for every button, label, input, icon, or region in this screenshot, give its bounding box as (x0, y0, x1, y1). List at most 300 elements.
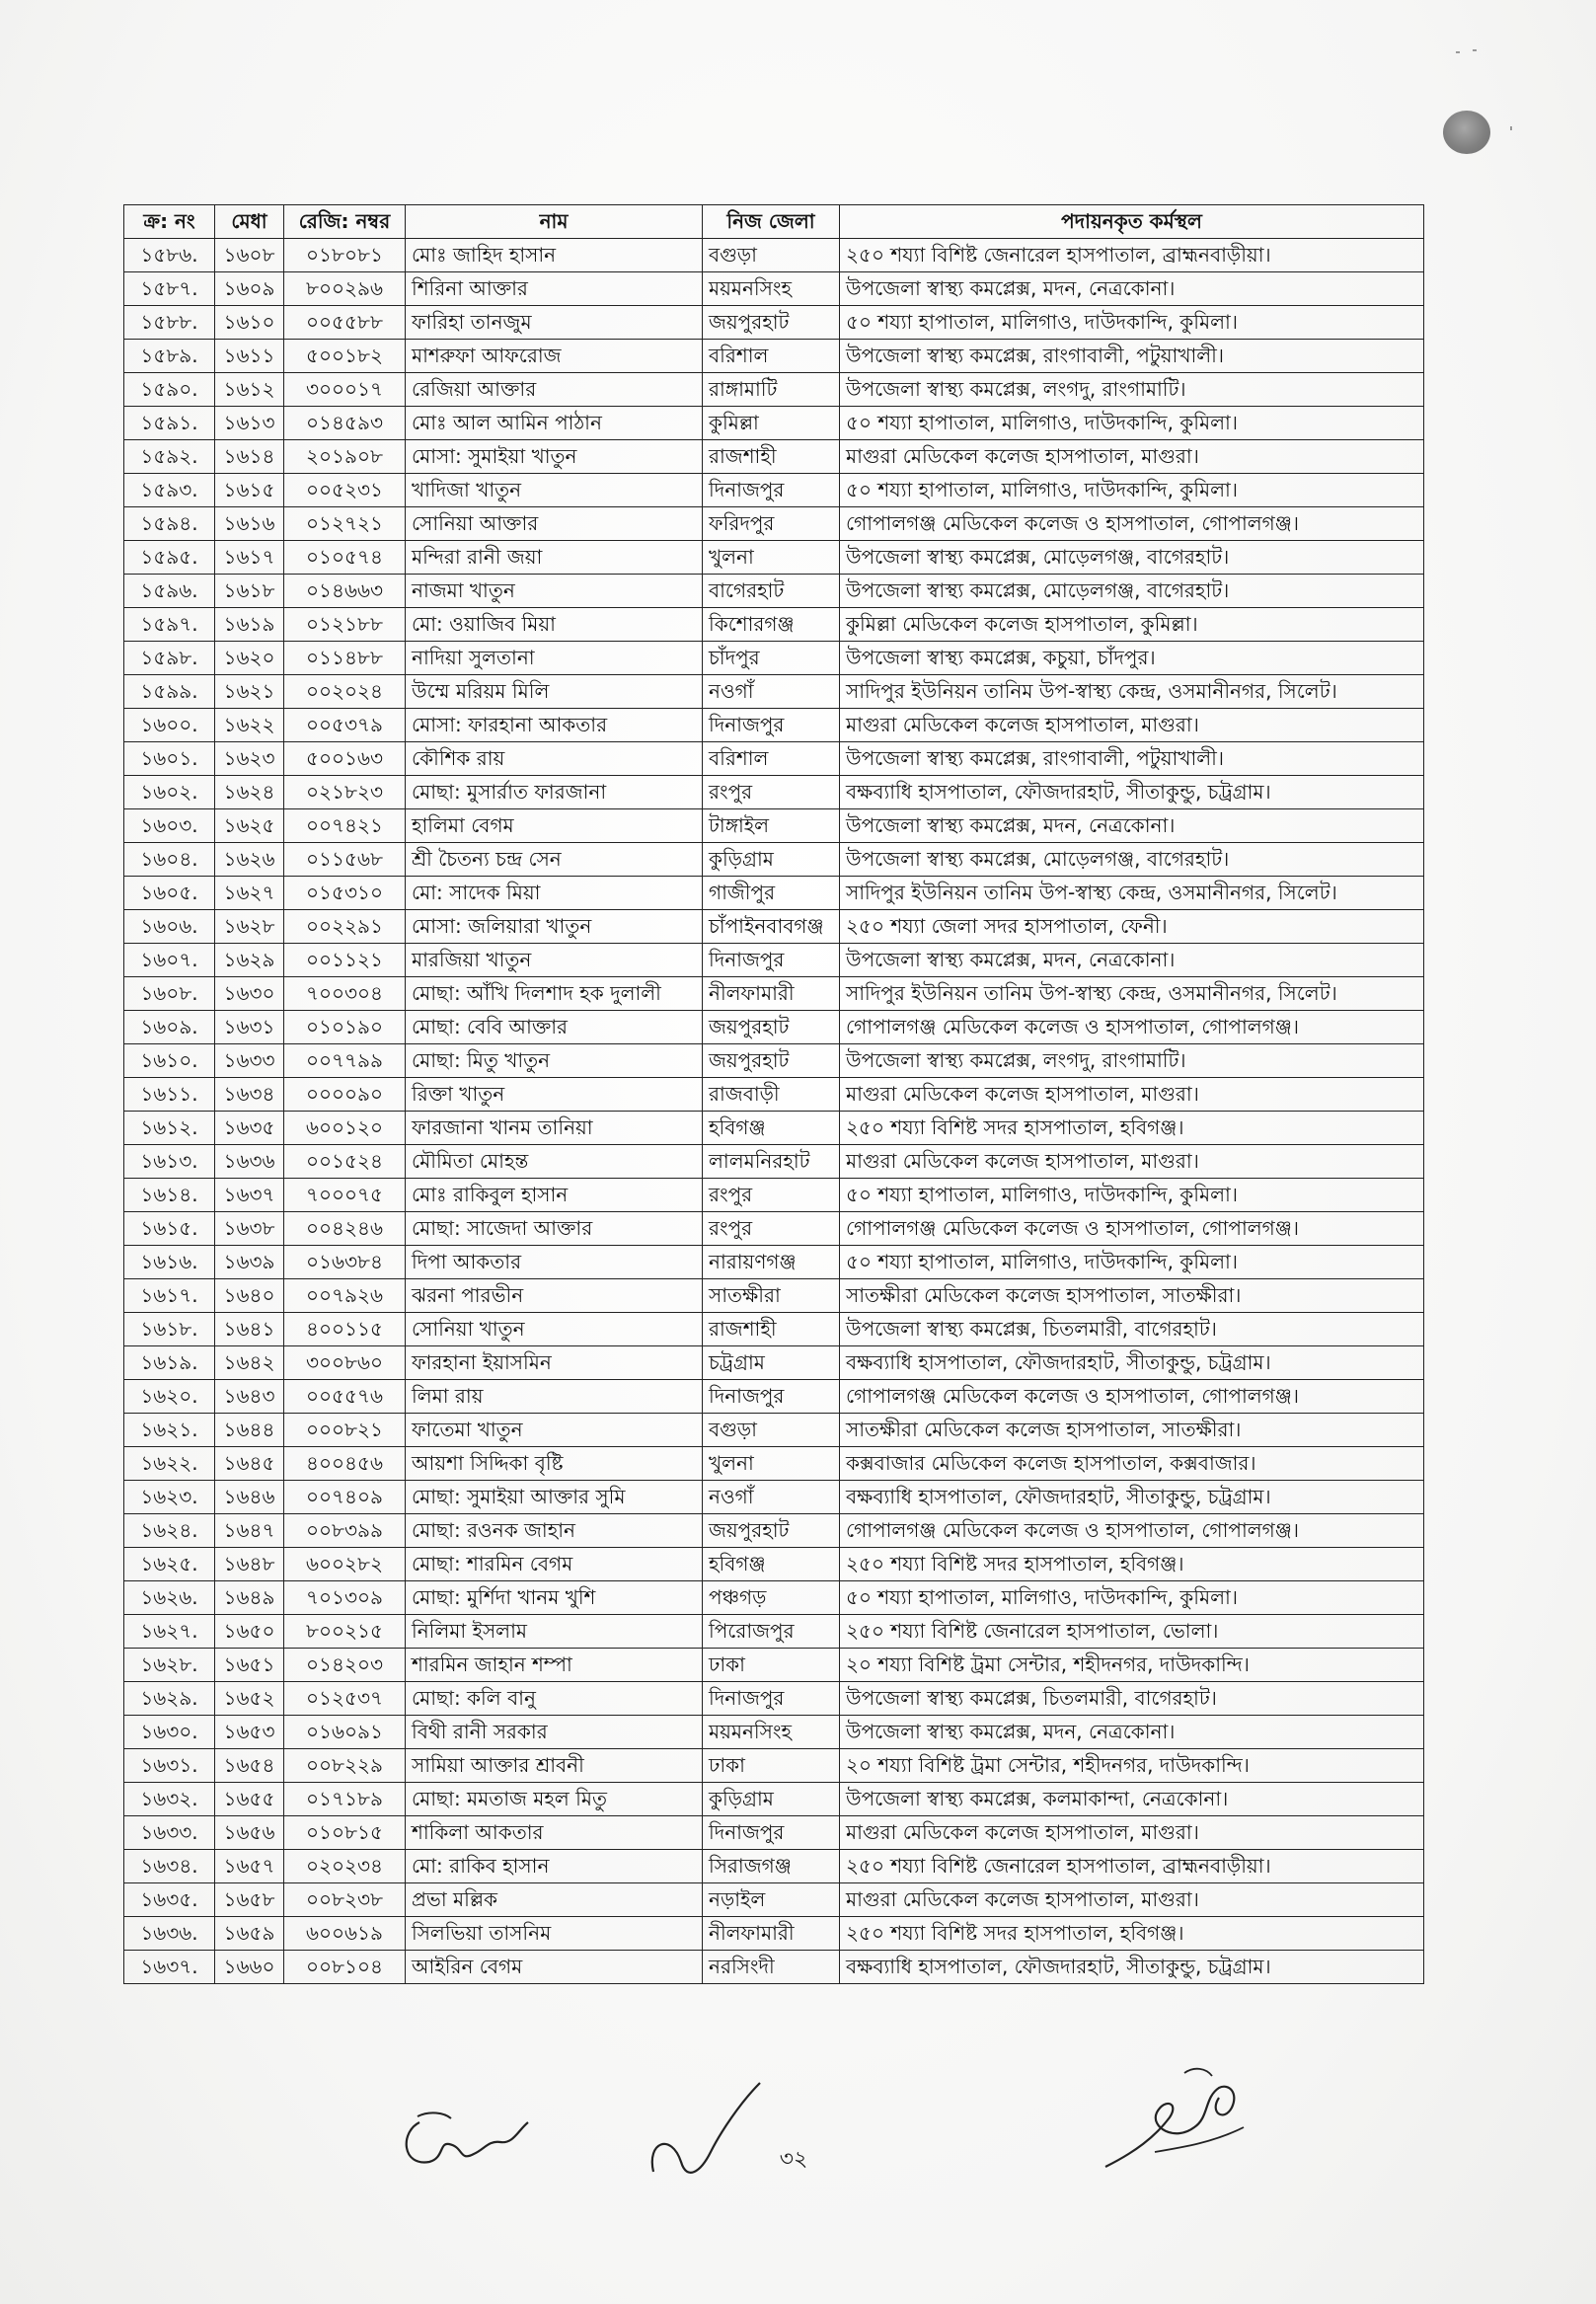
cell-name: ফারহানা ইয়াসমিন (406, 1346, 703, 1380)
table-row (124, 541, 1424, 575)
cell-reg-no: ০১১৪৮৮ (284, 642, 406, 675)
cell-reg-no: ০১০৫৭৪ (284, 541, 406, 575)
cell-name: রিক্তা খাতুন (406, 1078, 703, 1112)
cell-name: মোঃ রাকিবুল হাসান (406, 1179, 703, 1212)
cell-merit: ১৬২৭ (215, 877, 284, 910)
cell-merit: ১৬২২ (215, 709, 284, 742)
table-row (124, 675, 1424, 709)
cell-reg-no: ৫০০১৬৩ (284, 742, 406, 776)
cell-name: মোছা: বেবি আক্তার (406, 1011, 703, 1044)
cell-reg-no: ০১৪৫৯৩ (284, 407, 406, 440)
cell-merit: ১৬১৭ (215, 541, 284, 575)
cell-serial: ১৬২২. (124, 1447, 215, 1481)
cell-serial: ১৬৩৪. (124, 1850, 215, 1883)
cell-home-district: হবিগঞ্জ (703, 1112, 840, 1145)
table-row (124, 373, 1424, 407)
cell-name: মারজিয়া খাতুন (406, 944, 703, 977)
cell-name: কৌশিক রায় (406, 742, 703, 776)
col-header-home-district: নিজ জেলা (703, 205, 840, 239)
cell-name: সামিয়া আক্তার শ্রাবনী (406, 1749, 703, 1783)
cell-workplace: উপজেলা স্বাস্থ্য কমপ্লেক্স, লংগদু, রাংগামাটি। (840, 1044, 1424, 1078)
cell-name: প্রভা মল্লিক (406, 1883, 703, 1917)
cell-home-district: ময়মনসিংহ (703, 272, 840, 306)
cell-workplace: গোপালগঞ্জ মেডিকেল কলেজ ও হাসপাতাল, গোপালগঞ্জ। (840, 507, 1424, 541)
cell-workplace: মাগুরা মেডিকেল কলেজ হাসপাতাল, মাগুরা। (840, 1816, 1424, 1850)
table-row (124, 239, 1424, 272)
cell-serial: ১৬১৭. (124, 1279, 215, 1313)
cell-reg-no: ০০৭৯২৬ (284, 1279, 406, 1313)
cell-workplace: ৫০ শয্যা হাপাতাল, মালিগাও, দাউদকান্দি, কুমিলা। (840, 1581, 1424, 1615)
cell-home-district: নীলফামারী (703, 1917, 840, 1951)
cell-serial: ১৬৩৫. (124, 1883, 215, 1917)
cell-reg-no: ০০৮১০৪ (284, 1951, 406, 1984)
cell-reg-no: ৮০০২৯৬ (284, 272, 406, 306)
cell-reg-no: ০০৭৪২১ (284, 809, 406, 843)
cell-workplace: ২৫০ শয্যা বিশিষ্ট সদর হাসপাতাল, হবিগঞ্জ। (840, 1548, 1424, 1581)
table-row (124, 474, 1424, 507)
cell-name: মোছা: মুর্শিদা খানম খুশি (406, 1581, 703, 1615)
cell-home-district: দিনাজপুর (703, 709, 840, 742)
cell-merit: ১৬৩৫ (215, 1112, 284, 1145)
cell-merit: ১৬৫১ (215, 1649, 284, 1682)
cell-serial: ১৫৯০. (124, 373, 215, 407)
table-row (124, 1816, 1424, 1850)
cell-reg-no: ২০১৯০৮ (284, 440, 406, 474)
cell-reg-no: ০১২৭২১ (284, 507, 406, 541)
table-row (124, 1917, 1424, 1951)
table-row (124, 440, 1424, 474)
cell-name: আয়শা সিদ্দিকা বৃষ্টি (406, 1447, 703, 1481)
cell-reg-no: ৭০১৩০৯ (284, 1581, 406, 1615)
cell-reg-no: ০০২০২৪ (284, 675, 406, 709)
table-row (124, 1346, 1424, 1380)
cell-name: বিথী রানী সরকার (406, 1716, 703, 1749)
cell-workplace: ৫০ শয্যা হাপাতাল, মালিগাও, দাউদকান্দি, কুমিলা। (840, 407, 1424, 440)
cell-reg-no: ০০২২৯১ (284, 910, 406, 944)
col-header-merit: মেধা (215, 205, 284, 239)
cell-workplace: উপজেলা স্বাস্থ্য কমপ্লেক্স, মদন, নেত্রকোনা। (840, 272, 1424, 306)
table-row (124, 709, 1424, 742)
posting-table (123, 204, 1424, 1984)
cell-reg-no: ০১২৫৩৭ (284, 1682, 406, 1716)
cell-reg-no: ০০১৫২৪ (284, 1145, 406, 1179)
cell-name: মো: রাকিব হাসান (406, 1850, 703, 1883)
cell-serial: ১৬১৪. (124, 1179, 215, 1212)
cell-merit: ১৬৩৭ (215, 1179, 284, 1212)
table-row (124, 944, 1424, 977)
cell-reg-no: ০১২১৮৮ (284, 608, 406, 642)
cell-merit: ১৬২৮ (215, 910, 284, 944)
table-row (124, 407, 1424, 440)
cell-home-district: খুলনা (703, 541, 840, 575)
table-row (124, 1279, 1424, 1313)
cell-merit: ১৬৫২ (215, 1682, 284, 1716)
table-row (124, 272, 1424, 306)
cell-workplace: উপজেলা স্বাস্থ্য কমপ্লেক্স, লংগদু, রাংগামাটি। (840, 373, 1424, 407)
table-row (124, 306, 1424, 340)
cell-name: লিমা রায় (406, 1380, 703, 1414)
cell-workplace: বক্ষব্যাধি হাসপাতাল, ফৌজদারহাট, সীতাকুন্ডু, চট্রগ্রাম। (840, 776, 1424, 809)
cell-serial: ১৬৩২. (124, 1783, 215, 1816)
cell-workplace: গোপালগঞ্জ মেডিকেল কলেজ ও হাসপাতাল, গোপালগঞ্জ। (840, 1380, 1424, 1414)
cell-home-district: পিরোজপুর (703, 1615, 840, 1649)
cell-home-district: জয়পুরহাট (703, 1514, 840, 1548)
cell-merit: ১৬৩৯ (215, 1246, 284, 1279)
cell-merit: ১৬৪৫ (215, 1447, 284, 1481)
cell-merit: ১৬০৯ (215, 272, 284, 306)
cell-serial: ১৫৯৩. (124, 474, 215, 507)
cell-name: ফারিহা তানজুম (406, 306, 703, 340)
table-row (124, 1179, 1424, 1212)
cell-workplace: ২৫০ শয্যা বিশিষ্ট সদর হাসপাতাল, হবিগঞ্জ। (840, 1112, 1424, 1145)
cell-reg-no: ০০৮৩৯৯ (284, 1514, 406, 1548)
cell-workplace: উপজেলা স্বাস্থ্য কমপ্লেক্স, কলমাকান্দা, নেত্রকোনা। (840, 1783, 1424, 1816)
cell-home-district: রাজশাহী (703, 440, 840, 474)
cell-merit: ১৬৫৩ (215, 1716, 284, 1749)
cell-name: নাদিয়া সুলতানা (406, 642, 703, 675)
cell-serial: ১৫৯২. (124, 440, 215, 474)
cell-workplace: ২৫০ শয্যা জেলা সদর হাসপাতাল, ফেনী। (840, 910, 1424, 944)
cell-serial: ১৬০০. (124, 709, 215, 742)
cell-merit: ১৬৫৯ (215, 1917, 284, 1951)
cell-merit: ১৬৪৯ (215, 1581, 284, 1615)
cell-name: সোনিয়া আক্তার (406, 507, 703, 541)
cell-name: মোছা: সুমাইয়া আক্তার সুমি (406, 1481, 703, 1514)
cell-name: মো: ওয়াজিব মিয়া (406, 608, 703, 642)
cell-home-district: রংপুর (703, 776, 840, 809)
cell-workplace: উপজেলা স্বাস্থ্য কমপ্লেক্স, মদন, নেত্রকোনা। (840, 1716, 1424, 1749)
table-row (124, 1380, 1424, 1414)
cell-workplace: উপজেলা স্বাস্থ্য কমপ্লেক্স, চিতলমারী, বাগেরহাট। (840, 1313, 1424, 1346)
cell-serial: ১৬০৫. (124, 877, 215, 910)
cell-serial: ১৫৯৬. (124, 575, 215, 608)
cell-home-district: বাগেরহাট (703, 575, 840, 608)
cell-workplace: সাদিপুর ইউনিয়ন তানিম উপ-স্বাস্থ্য কেন্দ্র, ওসমানীনগর, সিলেট। (840, 675, 1424, 709)
cell-serial: ১৫৯৭. (124, 608, 215, 642)
cell-serial: ১৬২৯. (124, 1682, 215, 1716)
cell-name: মোছা: কলি বানু (406, 1682, 703, 1716)
cell-home-district: রাজশাহী (703, 1313, 840, 1346)
cell-name: সিলভিয়া তাসনিম (406, 1917, 703, 1951)
cell-workplace: উপজেলা স্বাস্থ্য কমপ্লেক্স, মদন, নেত্রকোনা। (840, 809, 1424, 843)
cell-serial: ১৬৩৩. (124, 1816, 215, 1850)
cell-reg-no: ০১৭১৮৯ (284, 1783, 406, 1816)
cell-workplace: ৫০ শয্যা হাপাতাল, মালিগাও, দাউদকান্দি, কুমিলা। (840, 474, 1424, 507)
table-row (124, 1749, 1424, 1783)
cell-home-district: নরসিংদী (703, 1951, 840, 1984)
table-row (124, 507, 1424, 541)
cell-merit: ১৬২৪ (215, 776, 284, 809)
cell-reg-no: ০১৬৩৮৪ (284, 1246, 406, 1279)
cell-workplace: উপজেলা স্বাস্থ্য কমপ্লেক্স, মোড়েলগঞ্জ, বাগেরহাট। (840, 541, 1424, 575)
cell-name: আইরিন বেগম (406, 1951, 703, 1984)
cell-serial: ১৬০৭. (124, 944, 215, 977)
cell-workplace: ২৫০ শয্যা বিশিষ্ট জেনারেল হাসপাতাল, ভোলা। (840, 1615, 1424, 1649)
cell-name: হালিমা বেগম (406, 809, 703, 843)
scan-speck (1473, 49, 1477, 51)
cell-reg-no: ০০৮২২৯ (284, 1749, 406, 1783)
cell-serial: ১৬১৯. (124, 1346, 215, 1380)
cell-reg-no: ০০০৮২১ (284, 1414, 406, 1447)
cell-home-district: রংপুর (703, 1179, 840, 1212)
cell-workplace: সাদিপুর ইউনিয়ন তানিম উপ-স্বাস্থ্য কেন্দ্র, ওসমানীনগর, সিলেট। (840, 877, 1424, 910)
table-row (124, 1078, 1424, 1112)
cell-serial: ১৬০৩. (124, 809, 215, 843)
cell-home-district: বরিশাল (703, 340, 840, 373)
table-row (124, 1481, 1424, 1514)
cell-merit: ১৬১৫ (215, 474, 284, 507)
table-row (124, 977, 1424, 1011)
cell-workplace: ২৫০ শয্যা বিশিষ্ট জেনারেল হাসপাতাল, ব্রাহ্মনবাড়ীয়া। (840, 239, 1424, 272)
table-row (124, 742, 1424, 776)
cell-workplace: উপজেলা স্বাস্থ্য কমপ্লেক্স, রাংগাবালী, পটুয়াখালী। (840, 340, 1424, 373)
table-row (124, 843, 1424, 877)
cell-workplace: মাগুরা মেডিকেল কলেজ হাসপাতাল, মাগুরা। (840, 440, 1424, 474)
cell-name: শ্রী চৈতন্য চন্দ্র সেন (406, 843, 703, 877)
cell-home-district: নীলফামারী (703, 977, 840, 1011)
cell-home-district: নড়াইল (703, 1883, 840, 1917)
cell-name: সোনিয়া খাতুন (406, 1313, 703, 1346)
table-row (124, 1615, 1424, 1649)
cell-name: মাশরুফা আফরোজ (406, 340, 703, 373)
cell-serial: ১৬৩৭. (124, 1951, 215, 1984)
col-header-name: নাম (406, 205, 703, 239)
cell-reg-no: ০০৮২৩৮ (284, 1883, 406, 1917)
cell-reg-no: ০০৫৫৮৮ (284, 306, 406, 340)
cell-home-district: রাজবাড়ী (703, 1078, 840, 1112)
cell-serial: ১৬০৪. (124, 843, 215, 877)
cell-serial: ১৬২৫. (124, 1548, 215, 1581)
cell-name: মোঃ জাহিদ হাসান (406, 239, 703, 272)
cell-serial: ১৬০২. (124, 776, 215, 809)
cell-workplace: ২৫০ শয্যা বিশিষ্ট জেনারেল হাসপাতাল, ব্রাহ্মনবাড়ীয়া। (840, 1850, 1424, 1883)
cell-home-district: নওগাঁ (703, 675, 840, 709)
cell-name: উম্মে মরিয়ম মিলি (406, 675, 703, 709)
table-row (124, 1883, 1424, 1917)
cell-serial: ১৬০৬. (124, 910, 215, 944)
cell-home-district: লালমনিরহাট (703, 1145, 840, 1179)
cell-home-district: দিনাজপুর (703, 1816, 840, 1850)
cell-merit: ১৬৫৬ (215, 1816, 284, 1850)
cell-merit: ১৬৪৪ (215, 1414, 284, 1447)
cell-reg-no: ৬০০১২০ (284, 1112, 406, 1145)
scan-speck (1456, 51, 1460, 53)
cell-merit: ১৬১১ (215, 340, 284, 373)
cell-serial: ১৬৩০. (124, 1716, 215, 1749)
cell-reg-no: ০১১৫৬৮ (284, 843, 406, 877)
cell-serial: ১৬১২. (124, 1112, 215, 1145)
cell-merit: ১৬২৯ (215, 944, 284, 977)
cell-reg-no: ৮০০২১৫ (284, 1615, 406, 1649)
cell-reg-no: ৫০০১৮২ (284, 340, 406, 373)
cell-serial: ১৬০৯. (124, 1011, 215, 1044)
cell-merit: ১৬৩০ (215, 977, 284, 1011)
cell-name: খাদিজা খাতুন (406, 474, 703, 507)
table-row (124, 1716, 1424, 1749)
cell-merit: ১৬১৬ (215, 507, 284, 541)
cell-name: মোছা: মমতাজ মহল মিতু (406, 1783, 703, 1816)
cell-home-district: কুড়িগ্রাম (703, 843, 840, 877)
table-row (124, 1246, 1424, 1279)
table-row (124, 1649, 1424, 1682)
cell-home-district: রংপুর (703, 1212, 840, 1246)
cell-reg-no: ০১০৮১৫ (284, 1816, 406, 1850)
cell-serial: ১৫৯৮. (124, 642, 215, 675)
cell-merit: ১৬৪০ (215, 1279, 284, 1313)
table-row (124, 575, 1424, 608)
cell-workplace: ৫০ শয্যা হাপাতাল, মালিগাও, দাউদকান্দি, কুমিলা। (840, 1179, 1424, 1212)
cell-home-district: জয়পুরহাট (703, 306, 840, 340)
cell-name: মোছা: রওনক জাহান (406, 1514, 703, 1548)
cell-name: মোছা: আঁখি দিলশাদ হক দুলালী (406, 977, 703, 1011)
cell-reg-no: ৭০০৩০৪ (284, 977, 406, 1011)
cell-merit: ১৬২৫ (215, 809, 284, 843)
cell-serial: ১৫৯৫. (124, 541, 215, 575)
cell-merit: ১৬০৮ (215, 239, 284, 272)
cell-serial: ১৬১৬. (124, 1246, 215, 1279)
cell-home-district: চট্রগ্রাম (703, 1346, 840, 1380)
cell-name: ফারজানা খানম তানিয়া (406, 1112, 703, 1145)
page-number: ৩২ (779, 2147, 808, 2172)
cell-reg-no: ৩০০৮৬০ (284, 1346, 406, 1380)
table-row (124, 642, 1424, 675)
cell-home-district: সাতক্ষীরা (703, 1279, 840, 1313)
table-row (124, 340, 1424, 373)
cell-merit: ১৬৫৫ (215, 1783, 284, 1816)
cell-name: মন্দিরা রানী জয়া (406, 541, 703, 575)
cell-workplace: সাদিপুর ইউনিয়ন তানিম উপ-স্বাস্থ্য কেন্দ্র, ওসমানীনগর, সিলেট। (840, 977, 1424, 1011)
cell-workplace: মাগুরা মেডিকেল কলেজ হাসপাতাল, মাগুরা। (840, 1145, 1424, 1179)
cell-reg-no: ৪০০৪৫৬ (284, 1447, 406, 1481)
cell-home-district: হবিগঞ্জ (703, 1548, 840, 1581)
cell-workplace: ৫০ শয্যা হাপাতাল, মালিগাও, দাউদকান্দি, কুমিলা। (840, 1246, 1424, 1279)
cell-workplace: উপজেলা স্বাস্থ্য কমপ্লেক্স, মোড়েলগঞ্জ, বাগেরহাট। (840, 575, 1424, 608)
cell-serial: ১৬২৭. (124, 1615, 215, 1649)
cell-name: মোসা: সুমাইয়া খাতুন (406, 440, 703, 474)
signature-right (1096, 2058, 1263, 2187)
table-row (124, 1011, 1424, 1044)
cell-reg-no: ০১৪৬৬৩ (284, 575, 406, 608)
table-row (124, 809, 1424, 843)
cell-serial: ১৬১১. (124, 1078, 215, 1112)
cell-merit: ১৬৩৪ (215, 1078, 284, 1112)
cell-home-district: কুমিল্লা (703, 407, 840, 440)
table-row (124, 1112, 1424, 1145)
cell-merit: ১৬৪৮ (215, 1548, 284, 1581)
cell-home-district: পঞ্চগড় (703, 1581, 840, 1615)
cell-merit: ১৬৪১ (215, 1313, 284, 1346)
cell-home-district: দিনাজপুর (703, 1380, 840, 1414)
cell-serial: ১৬০১. (124, 742, 215, 776)
cell-serial: ১৫৮৬. (124, 239, 215, 272)
cell-workplace: ২০ শয্যা বিশিষ্ট ট্রমা সেন্টার, শহীদনগর, দাউদকান্দি। (840, 1749, 1424, 1783)
cell-home-district: কুড়িগ্রাম (703, 1783, 840, 1816)
cell-merit: ১৬৬০ (215, 1951, 284, 1984)
cell-serial: ১৫৯৪. (124, 507, 215, 541)
cell-merit: ১৬১৯ (215, 608, 284, 642)
cell-serial: ১৫৯৯. (124, 675, 215, 709)
cell-reg-no: ৪০০১১৫ (284, 1313, 406, 1346)
table-row (124, 1951, 1424, 1984)
scan-speck (1510, 126, 1512, 130)
table-row (124, 1145, 1424, 1179)
cell-reg-no: ০২০২৩৪ (284, 1850, 406, 1883)
cell-serial: ১৬২৬. (124, 1581, 215, 1615)
cell-serial: ১৬১০. (124, 1044, 215, 1078)
cell-merit: ১৬৩৩ (215, 1044, 284, 1078)
cell-name: মোসা: জলিয়ারা খাতুন (406, 910, 703, 944)
cell-reg-no: ৭০০০৭৫ (284, 1179, 406, 1212)
cell-workplace: ২০ শয্যা বিশিষ্ট ট্রমা সেন্টার, শহীদনগর, দাউদকান্দি। (840, 1649, 1424, 1682)
cell-merit: ১৬২৬ (215, 843, 284, 877)
cell-home-district: জয়পুরহাট (703, 1044, 840, 1078)
cell-name: দিপা আকতার (406, 1246, 703, 1279)
cell-home-district: বগুড়া (703, 1414, 840, 1447)
table-row (124, 1044, 1424, 1078)
cell-workplace: উপজেলা স্বাস্থ্য কমপ্লেক্স, মোড়েলগঞ্জ, বাগেরহাট। (840, 843, 1424, 877)
cell-workplace: ৫০ শয্যা হাপাতাল, মালিগাও, দাউদকান্দি, কুমিলা। (840, 306, 1424, 340)
cell-workplace: কুমিল্লা মেডিকেল কলেজ হাসপাতাল, কুমিল্লা। (840, 608, 1424, 642)
cell-home-district: ঢাকা (703, 1649, 840, 1682)
table-row (124, 1682, 1424, 1716)
cell-home-district: খুলনা (703, 1447, 840, 1481)
cell-serial: ১৬১৫. (124, 1212, 215, 1246)
cell-home-district: ফরিদপুর (703, 507, 840, 541)
cell-home-district: দিনাজপুর (703, 1682, 840, 1716)
cell-merit: ১৬১২ (215, 373, 284, 407)
cell-reg-no: ০০৫৩৭৯ (284, 709, 406, 742)
cell-workplace: বক্ষব্যাধি হাসপাতাল, ফৌজদারহাট, সীতাকুন্ডু, চট্রগ্রাম। (840, 1951, 1424, 1984)
cell-reg-no: ৬০০২৮২ (284, 1548, 406, 1581)
cell-reg-no: ০০৫৫৭৬ (284, 1380, 406, 1414)
cell-workplace: মাগুরা মেডিকেল কলেজ হাসপাতাল, মাগুরা। (840, 1883, 1424, 1917)
cell-serial: ১৫৮৮. (124, 306, 215, 340)
cell-name: শিরিনা আক্তার (406, 272, 703, 306)
table-header-row (124, 205, 1424, 239)
cell-name: মোঃ আল আমিন পাঠান (406, 407, 703, 440)
cell-serial: ১৬২৮. (124, 1649, 215, 1682)
cell-reg-no: ০০৭৪০৯ (284, 1481, 406, 1514)
cell-workplace: কক্সবাজার মেডিকেল কলেজ হাসপাতাল, কক্সবাজার। (840, 1447, 1424, 1481)
cell-reg-no: ০০১১২১ (284, 944, 406, 977)
cell-merit: ১৬৪২ (215, 1346, 284, 1380)
cell-reg-no: ০১৫৩১০ (284, 877, 406, 910)
table-row (124, 1514, 1424, 1548)
cell-workplace: বক্ষব্যাধি হাসপাতাল, ফৌজদারহাট, সীতাকুন্ডু, চট্রগ্রাম। (840, 1481, 1424, 1514)
cell-workplace: উপজেলা স্বাস্থ্য কমপ্লেক্স, রাংগাবালী, পটুয়াখালী। (840, 742, 1424, 776)
cell-merit: ১৬৪৭ (215, 1514, 284, 1548)
cell-home-district: দিনাজপুর (703, 944, 840, 977)
cell-merit: ১৬২১ (215, 675, 284, 709)
cell-merit: ১৬১৮ (215, 575, 284, 608)
cell-name: রেজিয়া আক্তার (406, 373, 703, 407)
cell-reg-no: ৬০০৬১৯ (284, 1917, 406, 1951)
cell-merit: ১৬২০ (215, 642, 284, 675)
cell-home-district: গাজীপুর (703, 877, 840, 910)
cell-home-district: চাঁদপুর (703, 642, 840, 675)
cell-reg-no: ৩০০০১৭ (284, 373, 406, 407)
cell-serial: ১৬১৩. (124, 1145, 215, 1179)
cell-workplace: মাগুরা মেডিকেল কলেজ হাসপাতাল, মাগুরা। (840, 709, 1424, 742)
cell-name: ফাতেমা খাতুন (406, 1414, 703, 1447)
table-body (124, 239, 1424, 1984)
table-row (124, 1581, 1424, 1615)
cell-workplace: বক্ষব্যাধি হাসপাতাল, ফৌজদারহাট, সীতাকুন্ডু, চট্রগ্রাম। (840, 1346, 1424, 1380)
cell-home-district: রাঙ্গামাটি (703, 373, 840, 407)
table-row (124, 776, 1424, 809)
cell-reg-no: ০১৮০৮১ (284, 239, 406, 272)
cell-name: মৌমিতা মোহন্ত (406, 1145, 703, 1179)
